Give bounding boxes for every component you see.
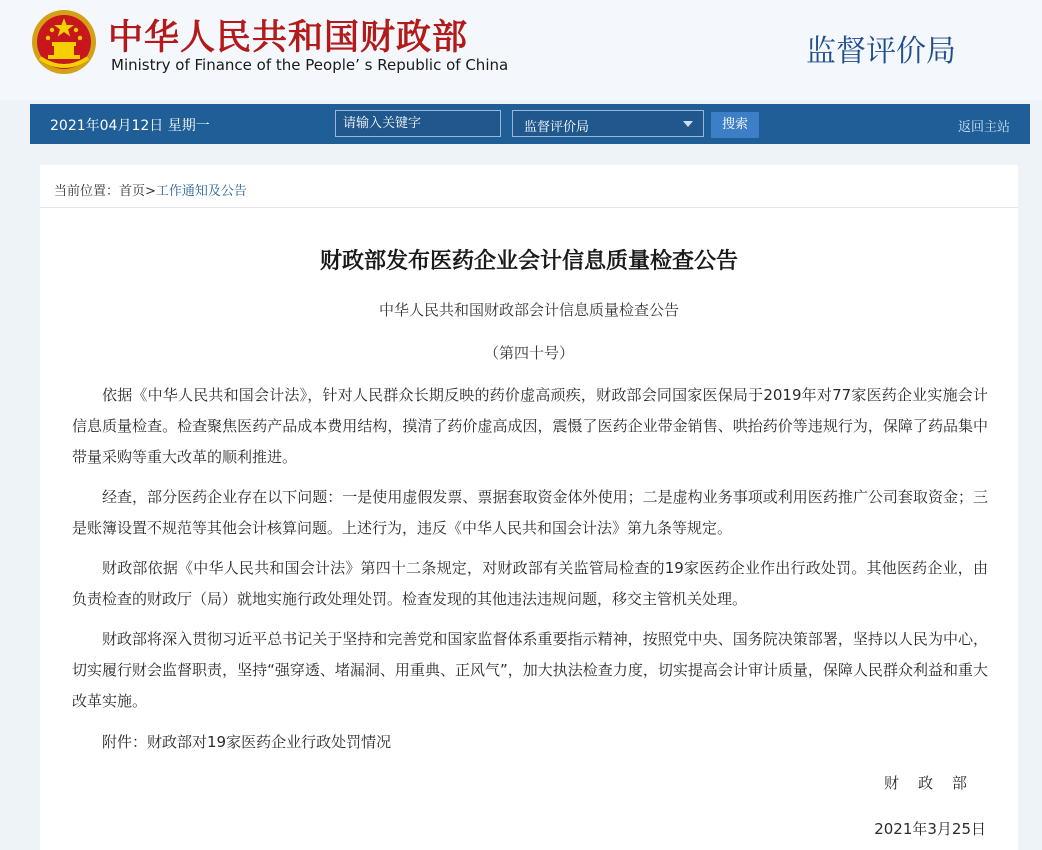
breadcrumb-divider (40, 207, 1018, 208)
article-paragraph: 经查，部分医药企业存在以下问题：一是使用虚假发票、票据套取资金体外使用；二是虚构业务事项或利用医药推广公司套取资金；三是账簿设置不规范等其他会计核算问题。上述行为，违反《中华人民共和国会计法》第九条等规定。 (72, 488, 988, 537)
announcement-number: （第四十号） (483, 344, 574, 362)
department-select[interactable] (512, 110, 704, 137)
breadcrumb (54, 180, 247, 199)
search-input[interactable] (335, 110, 501, 137)
site-name-cn[interactable]: 中华人民共和国财政部 (108, 18, 469, 58)
publish-date: 2021年3月25日 (874, 820, 986, 838)
site-name-en[interactable]: Ministry of Finance of the People’ s Republic of China (111, 56, 509, 74)
article-subtitle: 中华人民共和国财政部会计信息质量检查公告 (378, 301, 679, 319)
department-title: 监督评价局 (806, 34, 956, 69)
article-paragraph: 财政部将深入贯彻习近平总书记关于坚持和完善党和国家监督体系重要指示精神，按照党中央、国务院决策部署，坚持以人民为中心，切实履行财会监督职责，坚持“强穿透、堵漏洞、用重典、正风气”，加大执法检查力度，切实提高会计审计质量，保障人民群众利益和重大改革实施。 (72, 630, 988, 710)
article-paragraph: 财政部依据《中华人民共和国会计法》第四十二条规定，对财政部有关监管局检查的19家医药企业作出行政处罚。其他医药企业，由负责检查的财政厅（局）就地实施行政处理处罚。检查发现的其他违法违规问题，移交主管机关处理。 (72, 559, 988, 608)
chevron-down-icon (683, 121, 693, 127)
search-button[interactable]: 搜索 (711, 112, 759, 138)
breadcrumb-prefix: 当前位置：首页> (54, 184, 156, 199)
article-paragraph: 依据《中华人民共和国会计法》，针对人民群众长期反映的药价虚高顽疾，财政部会同国家医保局于2019年对77家医药企业实施会计信息质量检查。检查聚焦医药产品成本费用结构，摸清了药价虚高成因，震慑了医药企业带金销售、哄抬药价等违规行为，保障了药品集中带量采购等重大改革的顺利推进。 (72, 386, 988, 466)
national-emblem-icon (30, 8, 98, 76)
top-nav-bar (30, 104, 1030, 144)
signature: 财政部 (883, 774, 986, 792)
site-header (0, 0, 1042, 100)
breadcrumb-link-notices[interactable]: 工作通知及公告 (155, 184, 247, 199)
attachment-line: 附件：财政部对19家医药企业行政处罚情况 (102, 733, 392, 751)
return-home-link[interactable]: 返回主站 (957, 120, 1010, 135)
current-date: 2021年04月12日 星期一 (50, 118, 210, 134)
article-title: 财政部发布医药企业会计信息质量检查公告 (319, 249, 738, 274)
department-select-value: 监督评价局 (524, 120, 590, 135)
